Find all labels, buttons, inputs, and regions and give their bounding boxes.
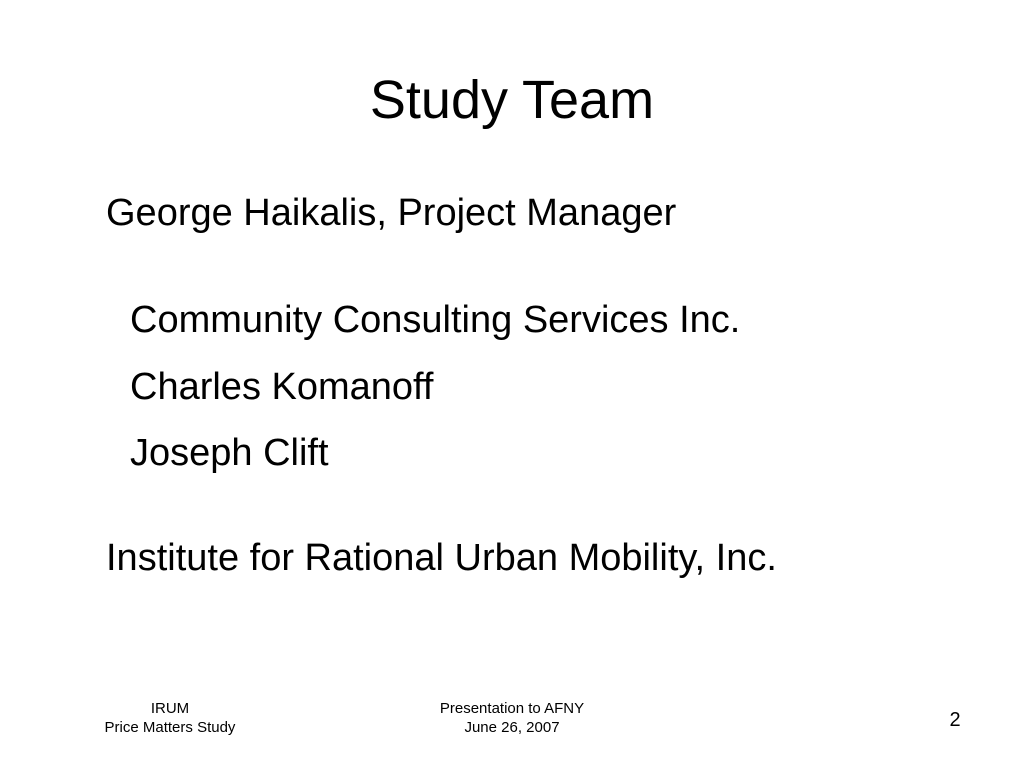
page-number: 2 <box>949 709 961 731</box>
team-member-charles-komanoff: Charles Komanoff <box>130 366 434 408</box>
footer-left-line-1: IRUM <box>150 700 190 717</box>
footer-center-line-2: June 26, 2007 <box>464 719 560 736</box>
organization-irum: Institute for Rational Urban Mobility, Inc. <box>106 537 777 579</box>
team-member-project-manager: George Haikalis, Project Manager <box>106 192 677 234</box>
footer-left-line-2: Price Matters Study <box>104 719 236 736</box>
footer-center-line-1: Presentation to AFNY <box>439 700 585 717</box>
footer-left <box>70 699 270 737</box>
organization-community-consulting: Community Consulting Services Inc. <box>130 299 741 341</box>
team-member-joseph-clift: Joseph Clift <box>130 432 329 474</box>
footer-center <box>400 699 624 737</box>
slide-title: Study Team <box>369 70 655 130</box>
